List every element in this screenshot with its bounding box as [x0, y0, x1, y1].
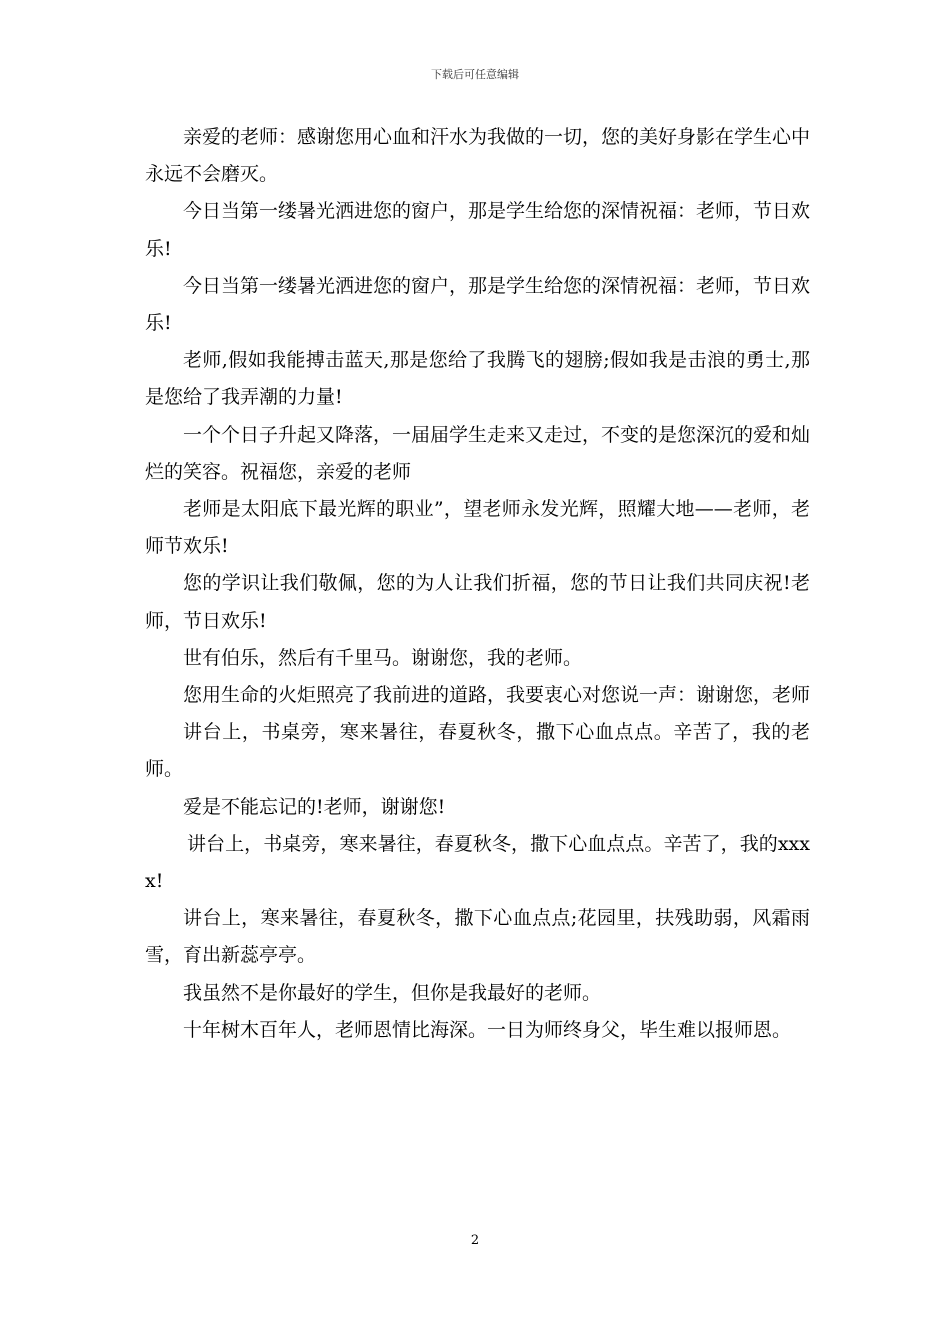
paragraph: 我虽然不是你最好的学生，但你是我最好的老师。 — [183, 981, 602, 1004]
paragraph: 老师,假如我能搏击蓝天,那是您给了我腾飞的翅膀;假如我是击浪的勇士,那是您给了我弄潮的力量! — [145, 349, 810, 409]
paragraph: 今日当第一缕暑光洒进您的窗户，那是学生给您的深情祝福：老师，节日欢乐! — [145, 274, 811, 335]
paragraph: 爱是不能忘记的!老师，谢谢您! — [183, 795, 446, 818]
paragraph: 一个个日子升起又降落，一届届学生走来又走过，不变的是您深沉的爱和灿烂的笑容。祝福您，亲爱的老师 — [145, 423, 811, 483]
paragraph: 亲爱的老师：感谢您用心血和汗水为我做的一切，您的美好身影在学生心中永远不会磨灭。 — [145, 126, 811, 186]
paragraph: 老师是太阳底下最光辉的职业”，望老师永发光辉，照耀大地——老师，老师节欢乐! — [145, 498, 810, 558]
paragraph: 讲台上，书桌旁，寒来暑往，春夏秋冬，撒下心血点点。辛苦了，我的老师。 — [145, 721, 810, 781]
paragraph: 讲台上，书桌旁，寒来暑往，春夏秋冬，撒下心血点点。辛苦了，我的xxxx! — [145, 832, 810, 893]
paragraph: 世有伯乐，然后有千里马。谢谢您，我的老师。 — [183, 646, 583, 669]
document-body — [145, 119, 810, 1049]
page-header: 下载后可任意编辑 — [431, 68, 519, 81]
paragraph: 今日当第一缕暑光洒进您的窗户，那是学生给您的深情祝福：老师，节日欢乐! — [145, 200, 811, 260]
paragraph: 十年树木百年人，老师恩情比海深。一日为师终身父，毕生难以报师恩。 — [183, 1018, 792, 1041]
paragraph: 您用生命的火炬照亮了我前进的道路，我要衷心对您说一声：谢谢您，老师 — [183, 684, 811, 707]
paragraph: 讲台上，寒来暑往，春夏秋冬，撒下心血点点;花园里，扶残助弱，风霜雨雪，育出新蕊亭亭。 — [145, 907, 810, 967]
paragraph: 您的学识让我们敬佩，您的为人让我们折福，您的节日让我们共同庆祝!老师，节日欢乐! — [145, 572, 810, 632]
page-number: 2 — [470, 1233, 480, 1248]
